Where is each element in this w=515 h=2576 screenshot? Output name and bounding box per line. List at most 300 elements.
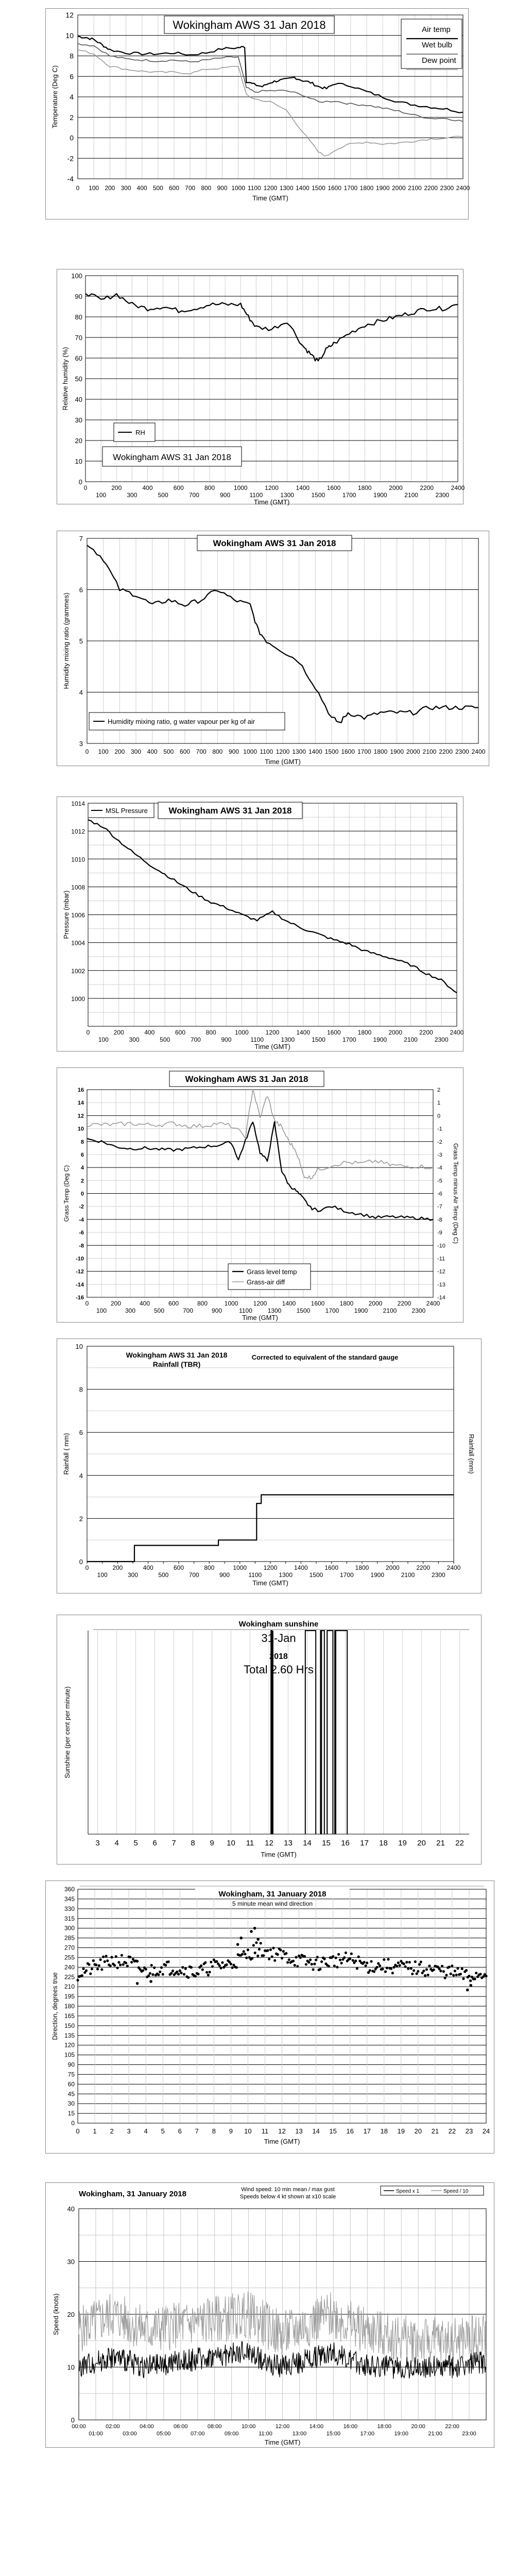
direction-point bbox=[102, 1956, 105, 1958]
direction-point bbox=[244, 1953, 246, 1955]
direction-point bbox=[485, 1975, 487, 1977]
y-tick-label: 90 bbox=[75, 293, 82, 300]
x-tick-label: 23 bbox=[465, 2127, 473, 2135]
y-tick-label: 20 bbox=[67, 2311, 75, 2318]
direction-point bbox=[159, 1971, 161, 1973]
direction-point bbox=[444, 1977, 447, 1979]
chart-subtitle: 5 minute mean wind direction bbox=[232, 1900, 313, 1907]
direction-point bbox=[98, 1964, 100, 1967]
direction-point bbox=[266, 1949, 269, 1952]
x-tick-label: 20 bbox=[417, 1839, 426, 1848]
direction-point bbox=[466, 1989, 469, 1992]
x-tick-label: 1500 bbox=[312, 1036, 325, 1043]
y-tick-label: 30 bbox=[67, 2100, 75, 2108]
x-tick-label: 900 bbox=[220, 492, 231, 499]
y-tick-label: 6 bbox=[70, 72, 74, 81]
x-tick-label: 13 bbox=[295, 2127, 303, 2135]
y-tick-label: -16 bbox=[76, 1295, 84, 1301]
x-tick-label: 900 bbox=[211, 1307, 222, 1314]
y-tick-label: 45 bbox=[67, 2090, 75, 2098]
x-tick-label: 900 bbox=[217, 184, 228, 192]
direction-point bbox=[230, 1963, 232, 1965]
direction-point bbox=[250, 1930, 253, 1933]
direction-point bbox=[335, 1957, 337, 1959]
x-tick-label: 1300 bbox=[279, 1571, 293, 1579]
sunshine-burst bbox=[327, 1631, 333, 1834]
x-tick-label: 20:00 bbox=[411, 2424, 425, 2430]
x-tick-label: 100 bbox=[98, 1036, 109, 1043]
direction-point bbox=[416, 1972, 418, 1975]
direction-point bbox=[95, 1963, 97, 1966]
rainfall-chart bbox=[57, 1339, 482, 1594]
y-tick-label: 105 bbox=[64, 2051, 75, 2059]
y-tick-label: 8 bbox=[79, 1385, 83, 1394]
chart-subtitle: Wind speed: 10 min mean / max gust bbox=[241, 2187, 335, 2193]
x-tick-label: 3 bbox=[127, 2127, 131, 2135]
x-tick-label: 1100 bbox=[250, 1036, 264, 1043]
y-tick-label: 1010 bbox=[71, 856, 85, 863]
direction-point bbox=[462, 1977, 465, 1980]
direction-point bbox=[356, 1967, 358, 1970]
y2-tick-label: -10 bbox=[437, 1243, 445, 1249]
wind-speed-chart bbox=[46, 2183, 495, 2448]
chart-subtitle-2: Speeds below 4 kt shown at x10 scale bbox=[239, 2194, 336, 2200]
x-tick-label: 1400 bbox=[282, 1300, 296, 1307]
direction-point bbox=[396, 1965, 398, 1968]
chart-title: Wokingham, 31 January 2018 bbox=[79, 2190, 186, 2198]
direction-point bbox=[320, 1960, 323, 1963]
y-tick-label: 0 bbox=[80, 1191, 84, 1197]
y-tick-label: 15 bbox=[67, 2110, 75, 2117]
chart-title: Wokingham, 31 January 2018 bbox=[218, 1890, 327, 1899]
y-tick-label: 60 bbox=[75, 354, 82, 362]
wind-direction-chart-panel bbox=[45, 1880, 494, 2154]
x-tick-label: 2200 bbox=[416, 1564, 431, 1571]
x-tick-label: 600 bbox=[168, 1300, 179, 1307]
humidity-chart bbox=[57, 269, 464, 505]
x-tick-label: 1900 bbox=[390, 748, 404, 755]
direction-point bbox=[245, 1957, 248, 1959]
y-tick-label: 1014 bbox=[71, 800, 85, 807]
direction-point bbox=[407, 1968, 409, 1970]
x-tick-label: 1800 bbox=[373, 748, 388, 755]
y-tick-label: 2 bbox=[79, 1515, 83, 1523]
y-tick-label: 10 bbox=[67, 2363, 75, 2371]
x-tick-label: 23:00 bbox=[462, 2431, 476, 2437]
x-tick-label: 100 bbox=[98, 748, 109, 755]
x-tick-label: 18 bbox=[380, 2127, 388, 2135]
direction-point bbox=[468, 1975, 470, 1977]
x-tick-label: 2400 bbox=[450, 1029, 464, 1036]
x-tick-label: 10:00 bbox=[241, 2424, 256, 2430]
direction-point bbox=[115, 1955, 117, 1958]
direction-point bbox=[439, 1970, 442, 1972]
x-tick-label: 1900 bbox=[354, 1307, 368, 1314]
x-tick-label: 1200 bbox=[263, 184, 278, 192]
x-tick-label: 1900 bbox=[370, 1571, 385, 1579]
y2-tick-label: -4 bbox=[437, 1165, 442, 1172]
direction-point bbox=[231, 1967, 234, 1969]
x-tick-label: 700 bbox=[188, 1571, 199, 1579]
x-tick-label: 1100 bbox=[247, 184, 261, 192]
x-tick-label: 1700 bbox=[357, 748, 371, 755]
direction-point bbox=[247, 1948, 249, 1951]
x-tick-label: 800 bbox=[197, 1300, 208, 1307]
x-tick-label: 0 bbox=[83, 484, 88, 492]
direction-point bbox=[215, 1960, 218, 1963]
x-tick-label: 1700 bbox=[344, 184, 358, 192]
direction-point bbox=[109, 1964, 112, 1967]
direction-point bbox=[448, 1965, 451, 1968]
x-tick-label: 1300 bbox=[267, 1307, 282, 1314]
x-tick-label: 400 bbox=[142, 484, 153, 492]
y-tick-label: -2 bbox=[67, 154, 74, 163]
y-tick-label: 285 bbox=[64, 1934, 75, 1942]
y-tick-label: 10 bbox=[65, 31, 74, 40]
x-axis-label: Time (GMT) bbox=[254, 1043, 290, 1050]
y-axis-label: Humidity mixing ratio (grammes) bbox=[62, 592, 70, 689]
y2-tick-label: -13 bbox=[437, 1281, 445, 1288]
direction-point bbox=[312, 1968, 315, 1971]
y-tick-label: 0 bbox=[71, 2416, 75, 2424]
y-tick-label: 1012 bbox=[71, 828, 85, 836]
direction-point bbox=[96, 1968, 99, 1970]
direction-point bbox=[136, 1982, 139, 1985]
x-tick-label: 1600 bbox=[341, 748, 355, 755]
x-tick-label: 14 bbox=[312, 2127, 320, 2135]
direction-point bbox=[364, 1964, 367, 1967]
y-tick-label: 6 bbox=[79, 1429, 83, 1437]
x-tick-label: 22 bbox=[455, 1839, 464, 1848]
direction-point bbox=[375, 1966, 378, 1969]
chart-year: 2018 bbox=[269, 1652, 288, 1661]
x-tick-label: 600 bbox=[179, 748, 191, 755]
x-tick-label: 15:00 bbox=[326, 2431, 341, 2437]
x-tick-label: 1300 bbox=[280, 492, 294, 499]
chart-title: Wokingham sunshine bbox=[238, 1620, 319, 1629]
y-tick-label: 60 bbox=[67, 2080, 75, 2088]
direction-point bbox=[122, 1963, 125, 1966]
x-tick-label: 2000 bbox=[385, 1564, 400, 1571]
y-tick-label: 1008 bbox=[71, 884, 85, 891]
y-tick-label: 0 bbox=[78, 478, 82, 486]
direction-point bbox=[454, 1970, 456, 1972]
direction-point bbox=[340, 1962, 343, 1964]
y-tick-label: 70 bbox=[75, 334, 82, 342]
x-tick-label: 800 bbox=[204, 484, 215, 492]
direction-point bbox=[171, 1970, 174, 1972]
pressure-chart bbox=[57, 797, 464, 1052]
y-tick-label: 40 bbox=[75, 396, 82, 403]
y2-axis-label: Grass Temp minus Air Temp (Deg C) bbox=[452, 1143, 459, 1244]
series-line-0 bbox=[87, 1495, 454, 1562]
direction-point bbox=[397, 1961, 400, 1964]
x-tick-label: 24 bbox=[482, 2127, 490, 2135]
y-tick-label: -8 bbox=[79, 1243, 84, 1249]
x-tick-label: 03:00 bbox=[123, 2431, 137, 2437]
sunshine-burst bbox=[305, 1631, 316, 1834]
y2-tick-label: 0 bbox=[437, 1113, 441, 1120]
x-tick-label: 21 bbox=[431, 2127, 439, 2135]
direction-point bbox=[181, 1966, 184, 1969]
y-axis-label: Relative humidity (%) bbox=[61, 347, 69, 411]
direction-point bbox=[479, 1973, 482, 1975]
direction-point bbox=[349, 1957, 351, 1960]
x-tick-label: 1200 bbox=[276, 748, 290, 755]
y-tick-label: 4 bbox=[80, 1165, 84, 1172]
direction-point bbox=[475, 1972, 477, 1974]
direction-point bbox=[210, 1961, 212, 1963]
x-tick-label: 1200 bbox=[265, 1029, 280, 1036]
gust-line bbox=[79, 2292, 486, 2364]
direction-point bbox=[117, 1961, 120, 1963]
x-tick-label: 2400 bbox=[456, 184, 470, 192]
direction-point bbox=[179, 1970, 181, 1972]
direction-point bbox=[452, 1974, 455, 1976]
x-tick-label: 400 bbox=[136, 184, 147, 192]
direction-point bbox=[384, 1970, 387, 1973]
direction-point bbox=[218, 1964, 221, 1967]
direction-point bbox=[254, 1952, 256, 1954]
x-tick-label: 200 bbox=[105, 184, 115, 192]
legend-entry: Humidity mixing ratio, g water vapour per kg of air bbox=[108, 718, 255, 725]
x-tick-label: 2100 bbox=[408, 184, 422, 192]
x-tick-label: 300 bbox=[121, 184, 131, 192]
direction-point bbox=[111, 1956, 113, 1958]
x-tick-label: 2 bbox=[110, 2127, 114, 2135]
x-tick-label: 22 bbox=[448, 2127, 456, 2135]
x-tick-label: 8 bbox=[191, 1839, 195, 1848]
x-tick-label: 800 bbox=[212, 748, 223, 755]
x-tick-label: 1800 bbox=[357, 484, 372, 492]
x-tick-label: 700 bbox=[182, 1307, 194, 1314]
y-tick-label: 1000 bbox=[71, 995, 85, 1003]
direction-point bbox=[296, 1965, 299, 1968]
direction-point bbox=[170, 1972, 173, 1975]
y-tick-label: 300 bbox=[64, 1924, 75, 1932]
direction-point bbox=[391, 1972, 394, 1974]
y-tick-label: 150 bbox=[64, 2022, 75, 2029]
direction-point bbox=[252, 1944, 255, 1946]
direction-point bbox=[184, 1968, 187, 1970]
y-tick-label: 225 bbox=[64, 1973, 75, 1981]
x-tick-label: 1200 bbox=[263, 1564, 278, 1571]
y-tick-label: 75 bbox=[67, 2071, 75, 2078]
direction-point bbox=[100, 1968, 103, 1971]
direction-point bbox=[410, 1967, 413, 1970]
x-tick-label: 22:00 bbox=[445, 2424, 459, 2430]
x-tick-label: 2000 bbox=[388, 1029, 403, 1036]
y-tick-label: -10 bbox=[76, 1256, 84, 1262]
direction-point bbox=[404, 1965, 407, 1968]
x-tick-label: 600 bbox=[175, 1029, 186, 1036]
direction-point bbox=[350, 1953, 353, 1955]
direction-point bbox=[167, 1960, 170, 1963]
x-tick-label: 200 bbox=[113, 1029, 124, 1036]
y2-tick-label: -1 bbox=[437, 1126, 442, 1132]
y-axis-label: Rainfall ( mm) bbox=[62, 1433, 70, 1475]
y2-tick-label: -5 bbox=[437, 1178, 442, 1184]
y2-tick-label: -8 bbox=[437, 1216, 442, 1223]
legend bbox=[114, 423, 155, 442]
direction-point bbox=[427, 1974, 430, 1976]
y-tick-label: 12 bbox=[65, 11, 74, 19]
x-tick-label: 18:00 bbox=[377, 2424, 392, 2430]
y-tick-label: 8 bbox=[80, 1139, 84, 1145]
direction-point bbox=[286, 1961, 289, 1963]
x-tick-label: 1600 bbox=[327, 1029, 341, 1036]
chart-title: Wokingham AWS 31 Jan 2018 bbox=[113, 452, 231, 462]
x-tick-label: 1900 bbox=[373, 492, 387, 499]
direction-point bbox=[418, 1963, 421, 1965]
x-tick-label: 200 bbox=[112, 1564, 123, 1571]
direction-point bbox=[425, 1968, 428, 1971]
x-tick-label: 1800 bbox=[355, 1564, 369, 1571]
direction-point bbox=[258, 1948, 261, 1951]
direction-point bbox=[157, 1973, 160, 1976]
direction-point bbox=[339, 1959, 341, 1961]
direction-point bbox=[187, 1976, 190, 1979]
x-tick-label: 1600 bbox=[311, 1300, 325, 1307]
x-tick-label: 1500 bbox=[311, 492, 325, 499]
y-tick-label: 4 bbox=[70, 93, 74, 101]
x-tick-label: 2200 bbox=[439, 748, 453, 755]
y-tick-label: 16 bbox=[77, 1087, 84, 1093]
x-tick-label: 12 bbox=[278, 2127, 286, 2135]
y-tick-label: 2 bbox=[80, 1178, 84, 1184]
legend-entry: Grass-air diff bbox=[247, 1278, 285, 1286]
x-tick-label: 0 bbox=[86, 1029, 90, 1036]
y-tick-label: 80 bbox=[75, 313, 82, 321]
x-tick-label: 600 bbox=[173, 1564, 184, 1571]
y-tick-label: 195 bbox=[64, 1993, 75, 2001]
direction-point bbox=[160, 1966, 163, 1969]
direction-point bbox=[370, 1960, 372, 1963]
x-tick-label: 1500 bbox=[324, 748, 339, 755]
x-tick-label: 300 bbox=[127, 492, 138, 499]
x-tick-label: 900 bbox=[219, 1571, 230, 1579]
x-tick-label: 04:00 bbox=[140, 2424, 154, 2430]
x-tick-label: 500 bbox=[160, 1036, 170, 1043]
y2-tick-label: -9 bbox=[437, 1230, 442, 1236]
y-tick-label: 0 bbox=[79, 1558, 83, 1566]
direction-point bbox=[442, 1970, 445, 1973]
direction-point bbox=[473, 1978, 476, 1980]
y-tick-label: -6 bbox=[79, 1230, 84, 1236]
direction-point bbox=[255, 1941, 258, 1944]
x-tick-label: 5 bbox=[161, 2127, 165, 2135]
x-tick-label: 1000 bbox=[233, 1564, 247, 1571]
x-tick-label: 600 bbox=[173, 484, 184, 492]
legend-entry: Speed / 10 bbox=[443, 2189, 469, 2194]
direction-point bbox=[422, 1970, 425, 1972]
y-tick-label: 0 bbox=[70, 133, 74, 142]
direction-point bbox=[177, 1973, 180, 1975]
x-tick-label: 19 bbox=[398, 1839, 407, 1848]
direction-point bbox=[253, 1927, 256, 1930]
direction-point bbox=[81, 1974, 83, 1977]
direction-point bbox=[76, 1979, 79, 1981]
x-tick-label: 2400 bbox=[426, 1300, 440, 1307]
legend bbox=[228, 1264, 311, 1290]
x-tick-label: 800 bbox=[205, 1029, 216, 1036]
x-tick-label: 16 bbox=[341, 1839, 350, 1848]
direction-point bbox=[269, 1948, 272, 1951]
direction-point bbox=[292, 1960, 295, 1962]
direction-point bbox=[294, 1964, 296, 1967]
direction-point bbox=[89, 1972, 92, 1975]
x-tick-label: 200 bbox=[111, 484, 122, 492]
direction-point bbox=[183, 1973, 185, 1976]
direction-point bbox=[366, 1961, 368, 1964]
x-tick-label: 12 bbox=[265, 1839, 273, 1848]
x-tick-label: 19:00 bbox=[394, 2431, 408, 2437]
direction-point bbox=[386, 1967, 388, 1969]
direction-point bbox=[194, 1975, 197, 1977]
y-tick-label: 10 bbox=[75, 1343, 83, 1350]
y-tick-label: 5 bbox=[79, 637, 83, 645]
direction-point bbox=[149, 1972, 151, 1975]
x-tick-label: 1700 bbox=[342, 492, 356, 499]
direction-point bbox=[113, 1964, 116, 1967]
direction-point bbox=[151, 1973, 154, 1976]
x-axis-label: Time (GMT) bbox=[265, 758, 301, 766]
direction-point bbox=[130, 1961, 133, 1963]
direction-point bbox=[201, 1968, 204, 1971]
x-tick-label: 1500 bbox=[312, 184, 325, 192]
x-tick-label: 2400 bbox=[451, 484, 465, 492]
x-tick-label: 500 bbox=[163, 748, 174, 755]
sunshine-chart bbox=[57, 1615, 482, 1865]
sunshine-total: Total 2.60 Hrs bbox=[244, 1663, 314, 1676]
x-tick-label: 16 bbox=[346, 2127, 354, 2135]
x-tick-label: 1300 bbox=[279, 184, 294, 192]
x-axis-label: Time (GMT) bbox=[253, 498, 290, 506]
y-tick-label: 330 bbox=[64, 1905, 75, 1912]
direction-point bbox=[323, 1958, 326, 1960]
direction-point bbox=[383, 1958, 385, 1961]
x-tick-label: 100 bbox=[89, 184, 99, 192]
direction-point bbox=[381, 1968, 384, 1970]
y2-tick-label: -3 bbox=[437, 1151, 442, 1158]
direction-point bbox=[277, 1953, 279, 1956]
direction-point bbox=[85, 1969, 88, 1972]
x-tick-label: 4 bbox=[144, 2127, 148, 2135]
direction-point bbox=[145, 1968, 147, 1971]
direction-point bbox=[260, 1942, 262, 1944]
direction-point bbox=[239, 1937, 243, 1940]
x-tick-label: 7 bbox=[195, 2127, 199, 2135]
direction-point bbox=[305, 1963, 307, 1965]
direction-point bbox=[235, 1966, 238, 1969]
x-tick-label: 1500 bbox=[296, 1307, 311, 1314]
x-tick-label: 1300 bbox=[292, 748, 306, 755]
y-tick-label: 240 bbox=[64, 1963, 75, 1971]
x-tick-label: 2100 bbox=[422, 748, 437, 755]
direction-point bbox=[104, 1960, 106, 1963]
x-tick-label: 1400 bbox=[294, 1564, 308, 1571]
direction-point bbox=[105, 1955, 108, 1957]
x-tick-label: 2300 bbox=[434, 1036, 449, 1043]
y-tick-label: -14 bbox=[76, 1281, 84, 1288]
direction-point bbox=[441, 1965, 443, 1968]
x-tick-label: 5 bbox=[133, 1839, 138, 1848]
direction-point bbox=[451, 1964, 453, 1967]
direction-point bbox=[433, 1969, 435, 1971]
y-tick-label: -4 bbox=[79, 1216, 84, 1223]
y-tick-label: 1004 bbox=[71, 939, 85, 947]
direction-point bbox=[262, 1954, 265, 1957]
